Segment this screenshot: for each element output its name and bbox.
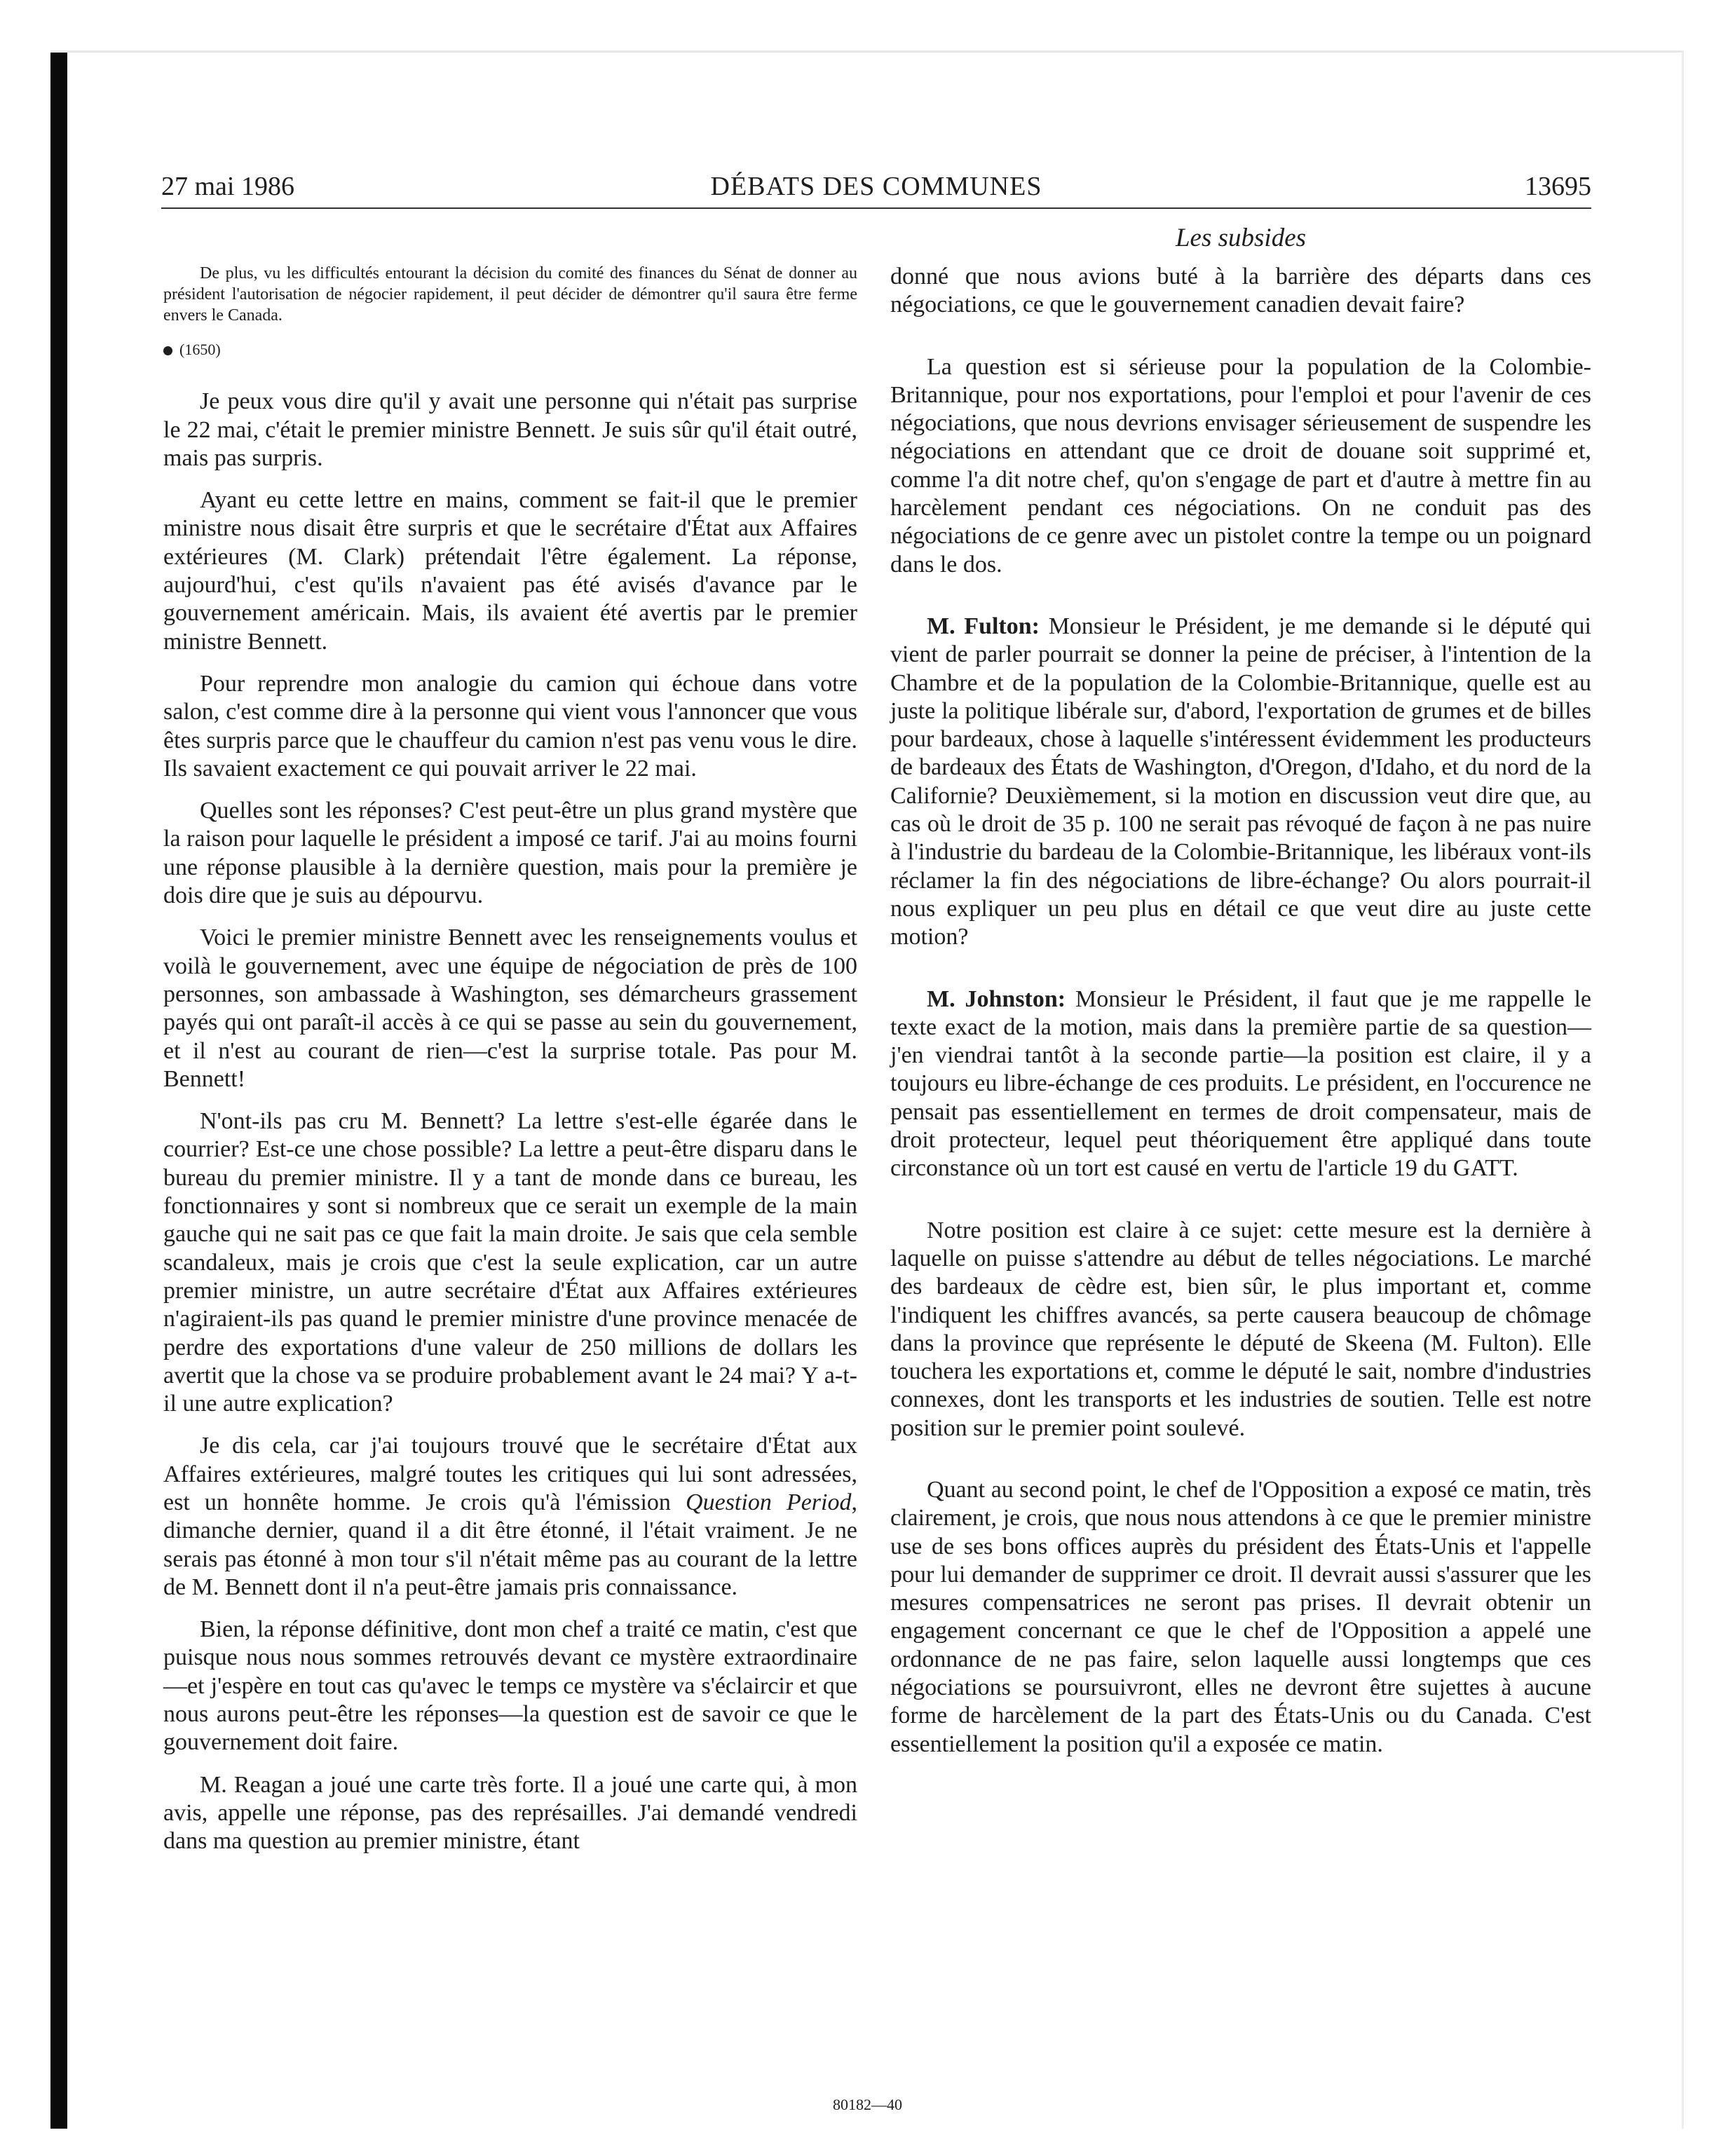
scan-top-edge: [50, 50, 1684, 53]
paragraph: La question est si sérieuse pour la population de la Colombie-Britannique, pour nos exportations, pour l'emploi et pour l'avenir de ces négociations, que nous devrions envisager sérieusement de suspendre les négociations en attendant que ce droit de douane soit supprimé et, comme l'a dit notre chef, qu'on s'engage de part et d'autre à mettre fin au harcèlement pendant ces négociations. On ne conduit pas des négociations de ce genre avec un pistolet contre la tempe ou un poignard dans le dos.: [890, 353, 1591, 578]
program-title: Question Period: [686, 1489, 852, 1515]
speech-text: Monsieur le Président, je me demande si le député qui vient de parler pourrait se donner la peine de préciser, à l'intention de la Chambre et de la population de la Colombie-Britannique, quelle est au juste la politique libérale sur, d'abord, l'exportation de grumes et de billes pour bardeaux, chose à laquelle s'intéressent évidemment les producteurs de bardeaux des États de Washington, d'Oregon, d'Idaho, et du nord de la Californie? Deuxièmement, si la motion en discussion veut dire que, au cas où le droit de 35 p. 100 ne serait pas révoqué de façon à ne pas nuire à l'industrie du bardeau de la Colombie-Britannique, les libéraux vont-ils réclamer la fin des négociations de libre-échange? Ou alors pourrait-il nous expliquer un peu plus en détail ce que veut dire au juste cette motion?: [890, 613, 1591, 950]
paragraph: Bien, la réponse définitive, dont mon chef a traité ce matin, c'est que puisque nous nous sommes retrouvés devant ce mystère extraordinaire—et j'espère en tout cas qu'avec le temps ce mystère va s'éclaircir et que nous aurons peut-être les réponses—la question est de savoir ce que le gouvernement doit faire.: [163, 1616, 857, 1756]
speaker-name: M. Fulton:: [927, 613, 1040, 639]
paragraph: Voici le premier ministre Bennett avec les renseignements voulus et voilà le gouvernement, avec une équipe de négociation de près de 100 personnes, son ambassade à Washington, ses démarcheurs grassement payés qui ont paraît-il accès à ce qui se passe au sein du gouvernement, et il n'est au courant de rien—c'est la surprise totale. Pas pour M. Bennett!: [163, 925, 857, 1092]
paragraph: Quant au second point, le chef de l'Opposition a exposé ce matin, très clairement, je crois, que nous nous attendons à ce que le premier ministre use de ses bons offices auprès du président des États-Unis et l'appelle pour lui demander de supprimer ce droit. Il devrait aussi s'assurer que les mesures compensatrices ne seront pas prises. Il devrait obtenir un engagement concernant ce que le chef de l'Opposition a appelé une ordonnance de ne pas faire, selon laquelle aussi longtemps que ces négociations se poursuivront, elles ne devront être sujettes à aucune forme de harcèlement de la part des États-Unis ou du Canada. C'est essentiellement la position qu'il a exposée ce matin.: [890, 1476, 1591, 1757]
paragraph: Ayant eu cette lettre en mains, comment se fait-il que le premier ministre nous disait être surpris et que le secrétaire d'État aux Affaires extérieures (M. Clark) prétendait l'être également. La réponse, aujourd'hui, c'est qu'ils n'avaient pas été avisés d'avance par le gouvernement américain. Mais, ils avaient été avertis par le premier ministre Bennett.: [163, 487, 857, 655]
speech-fulton: [890, 613, 1591, 952]
paragraph-continuation: donné que nous avions buté à la barrière des départs dans ces négociations, ce que le gouvernement canadien devait faire?: [890, 264, 1591, 318]
speaker-name: M. Johnston:: [927, 985, 1066, 1012]
paragraph: Quelles sont les réponses? C'est peut-être un plus grand mystère que la raison pour laquelle le président a imposé ce tarif. J'ai au moins fourni une réponse plausible à la dernière question, mais pour la première je dois dire que je suis au dépourvu.: [163, 798, 857, 909]
paragraph: Pour reprendre mon analogie du camion qui échoue dans votre salon, c'est comme dire à la personne qui vient vous l'annoncer que vous êtes surpris parce que le chauffeur du camion n'est pas venu vous le dire. Ils savaient exactement ce qui pouvait arriver le 22 mai.: [163, 670, 857, 782]
paragraph: Notre position est claire à ce sujet: cette mesure est la dernière à laquelle on puisse s'attendre au début de telles négociations. Le marché des bardeaux de cèdre est, bien sûr, le plus important et, comme l'indiquent les chiffres avancés, sa perte causera beaucoup de chômage dans la province que représente le député de Skeena (M. Fulton). Elle touchera les exportations et, comme le député le sait, nombre d'industries connexes, dont les transports et les industries de soutien. Telle est notre position sur le premier point soulevé.: [890, 1217, 1591, 1441]
speech-johnston: [890, 985, 1591, 1183]
paragraph-question-period: [163, 1432, 857, 1602]
quoted-passage: De plus, vu les difficultés entourant la décision du comité des finances du Sénat de donner au président l'autorisation de négocier rapidement, il peut décider de démontrer qu'il saura être ferme envers le Canada.: [163, 264, 857, 325]
paragraph: N'ont-ils pas cru M. Bennett? La lettre s'est-elle égarée dans le courrier? Est-ce une chose possible? La lettre a peut-être disparu dans le bureau du premier ministre. Il y a tant de monde dans ce bureau, les fonctionnaires y sont si nombreux que ce serait un exemple de la main gauche qui ne sait pas ce que fait la main droite. Je sais que cela semble scandaleux, mais je crois que c'est la seule explication, car un autre premier ministre, un autre secrétaire d'État aux Affaires extérieures n'agiraient-ils pas quand le premier ministre d'une province menacée de perdre des exportations d'une valeur de 250 millions de dollars les avertit que la chose va se produire probablement avant le 24 mai? Y a-t-il une autre explication?: [163, 1108, 857, 1417]
speech-text: Monsieur le Président, il faut que je me rappelle le texte exact de la motion, mais dans la première partie de sa question—j'en viendrai tantôt à la seconde partie—la position est claire, il y a toujours eu libre-échange de ces produits. Le président, en l'occurence ne pensait pas essentiellement en termes de droit compensateur, mais de droit protecteur, lequel peut théoriquement être appliqué dans toute circonstance où un tort est causé en vertu de l'article 19 du GATT.: [890, 985, 1591, 1182]
bullet-icon: [163, 346, 172, 355]
footer-code: 80182—40: [833, 2096, 902, 2113]
text-run: , dimanche dernier, quand il a dit être étonné, il l'était vraiment. Je ne serais pas étonné à mon tour s'il n'était même pas au courant de la lettre de M. Bennett dont il n'a peut-être jamais pris connaissance.: [163, 1489, 857, 1600]
scan-right-edge: [1682, 50, 1684, 2129]
paragraph: Je peux vous dire qu'il y avait une personne qui n'était pas surprise le 22 mai, c'était le premier ministre Bennett. Je suis sûr qu'il était outré, mais pas surpris.: [163, 388, 857, 471]
paragraph: M. Reagan a joué une carte très forte. Il a joué une carte qui, à mon avis, appelle une réponse, pas des représailles. J'ai demandé vendredi dans ma question au premier ministre, étant: [163, 1771, 857, 1855]
section-title: Les subsides: [1175, 224, 1307, 252]
header-page-number: 13695: [1525, 172, 1591, 201]
scan-left-edge: [50, 50, 67, 2129]
header-rule: [161, 207, 1591, 209]
time-marker: [163, 336, 857, 364]
header-publication: DÉBATS DES COMMUNES: [710, 172, 1042, 201]
time-marker-text: (1650): [179, 341, 221, 358]
header-date: 27 mai 1986: [161, 172, 294, 201]
text-run: Je dis cela, car j'ai toujours trouvé que le secrétaire d'État aux Affaires extérieures, malgré toutes les critiques qui lui sont adressées, est un honnête homme. Je crois qu'à l'émission: [163, 1433, 857, 1515]
page-header: [161, 171, 1591, 210]
left-column: [163, 263, 857, 1856]
right-column: [890, 263, 1591, 1759]
